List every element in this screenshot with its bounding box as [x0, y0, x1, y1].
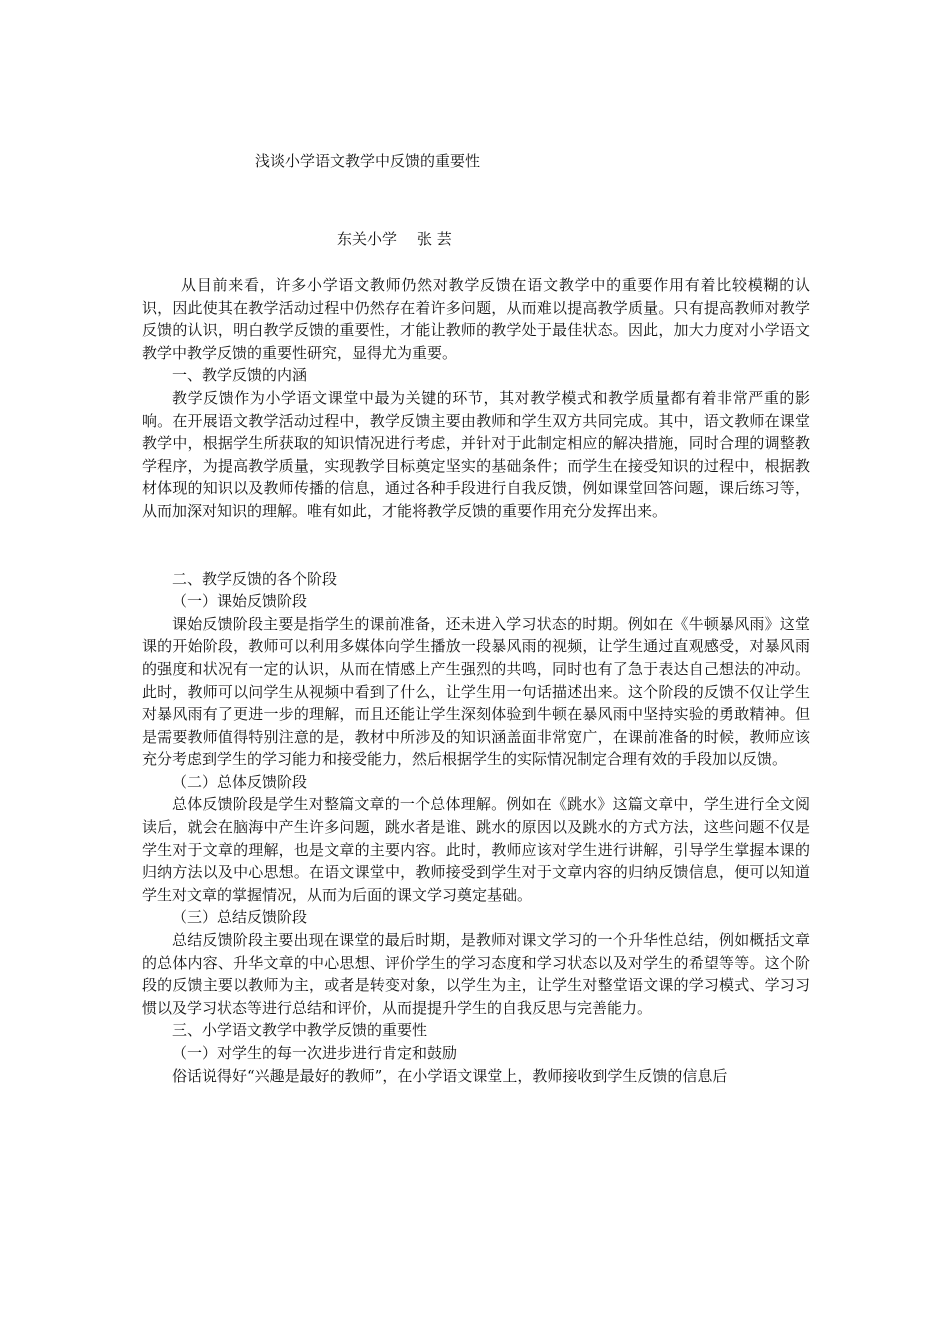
- author-name: 张 芸: [417, 230, 452, 248]
- section-heading-2: 二、教学反馈的各个阶段: [172, 569, 338, 588]
- subsection-heading: （一）课始反馈阶段: [172, 592, 308, 611]
- subsection-heading: （三）总结反馈阶段: [172, 908, 308, 927]
- document-title: 浅谈小学语文教学中反馈的重要性: [255, 152, 481, 170]
- body-paragraph: 俗话说得好“兴趣是最好的教师”，在小学语文课堂上，教师接收到学生反馈的信息后: [172, 1066, 728, 1085]
- subsection-heading: （一）对学生的每一次进步进行肯定和鼓励: [172, 1044, 458, 1062]
- section-heading-3: 三、小学语文教学中教学反馈的重要性: [172, 1021, 428, 1040]
- author-line: [337, 228, 452, 250]
- section-heading-1: 一、教学反馈的内涵: [172, 366, 308, 385]
- body-paragraph: 教学反馈作为小学语文课堂中最为关键的环节，其对教学模式和教学质量都有着非常严重的影响。在开展语文教学活动过程中，教学反馈主要由教师和学生双方共同完成。其中，语文教师在课堂教学中，根据学生所获取的知识情况进行考虑，并针对于此制定相应的解决措施，同时合理的调整教学程序，为提高教学质量，实现教学目标奠定坚实的基础条件；而学生在接受知识的过程中，根据教材体现的知识以及教师传播的信息，通过各种手段进行自我反馈，例如课堂回答问题，课后练习等，从而加深对知识的理解。唯有如此，才能将教学反馈的重要作用充分发挥出来。: [142, 388, 810, 520]
- document-body: [142, 274, 810, 1087]
- body-paragraph: 课始反馈阶段主要是指学生的课前准备，还未进入学习状态的时期。例如在《牛顿暴风雨》这堂课的开始阶段，教师可以利用多媒体向学生播放一段暴风雨的视频，让学生通过直观感受，对暴风雨的强度和状况有一定的认识，从而在情感上产生强烈的共鸣，同时也有了急于表达自己想法的冲动。此时，教师可以问学生从视频中看到了什么，让学生用一句话描述出来。这个阶段的反馈不仅让学生对暴风雨有了更进一步的理解，而且还能让学生深刻体验到牛顿在暴风雨中坚持实验的勇敢精神。但是需要教师值得特别注意的是，教材中所涉及的知识涵盖面非常宽广，在课前准备的时候，教师应该充分考虑到学生的学习能力和接受能力，然后根据学生的实际情况制定合理有效的手段加以反馈。: [142, 614, 810, 769]
- author-school: 东关小学: [337, 230, 398, 248]
- intro-paragraph: 从目前来看，许多小学语文教师仍然对教学反馈在语文教学中的重要作用有着比较模糊的认识，因此使其在教学活动过程中仍然存在着许多问题，从而难以提高教学质量。只有提高教师对教学反馈的认识，明白教学反馈的重要性，才能让教师的教学处于最佳状态。因此，加大力度对小学语文教学中教学反馈的重要性研究，显得尤为重要。: [142, 276, 810, 362]
- subsection-heading: （二）总体反馈阶段: [172, 772, 308, 791]
- body-paragraph: 总体反馈阶段是学生对整篇文章的一个总体理解。例如在《跳水》这篇文章中，学生进行全文阅读后，就会在脑海中产生许多问题，跳水者是谁、跳水的原因以及跳水的方式方法，这些问题不仅是学生对于文章的理解，也是文章的主要内容。此时，教师应该对学生进行讲解，引导学生掌握本课的归纳方法以及中心思想。在语文课堂中，教师接受到学生对于文章内容的归纳反馈信息，便可以知道学生对文章的掌握情况，从而为后面的课文学习奠定基础。: [142, 795, 810, 904]
- blank-line: [142, 523, 810, 568]
- body-paragraph: 总结反馈阶段主要出现在课堂的最后时期，是教师对课文学习的一个升华性总结，例如概括文章的总体内容、升华文章的中心思想、评价学生的学习态度和学习状态以及对学生的希望等等。这个阶段的反馈主要以教师为主，或者是转变对象，以学生为主，让学生对整堂语文课的学习模式、学习习惯以及学习状态等进行总结和评价，从而提提升学生的自我反思与完善能力。: [142, 931, 810, 1017]
